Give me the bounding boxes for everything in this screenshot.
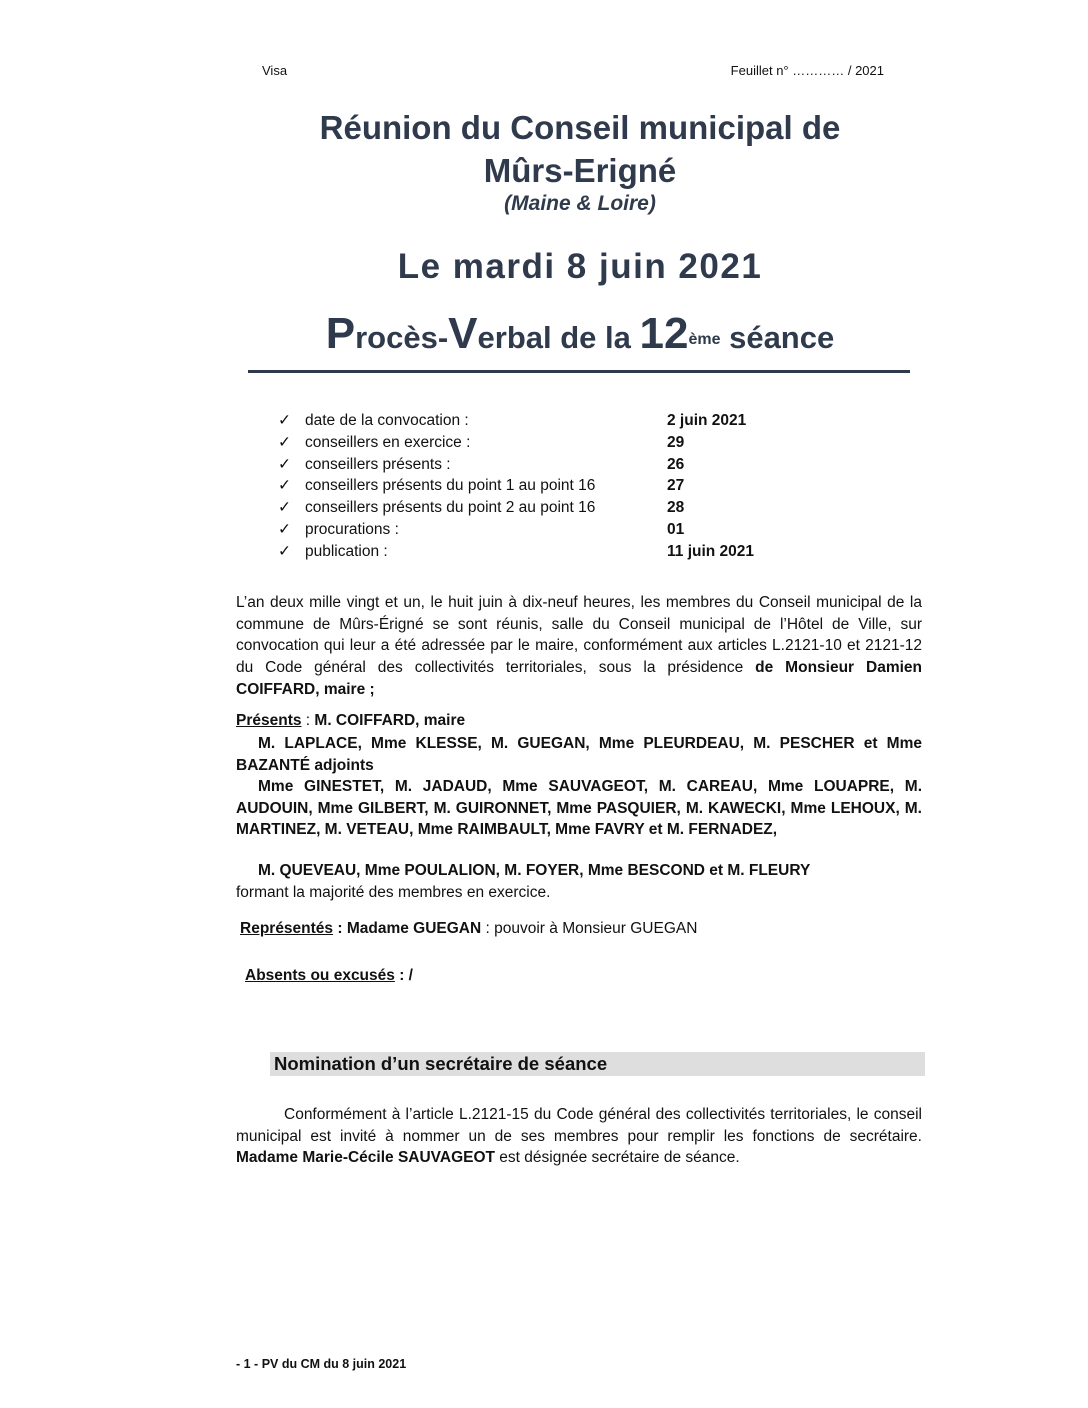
info-value: 2 juin 2021 (667, 412, 747, 429)
representes-name: Madame GUEGAN (346, 920, 482, 937)
info-value: 27 (667, 477, 685, 495)
meeting-date: Le mardi 8 juin 2021 (397, 247, 763, 286)
absents-line (245, 965, 931, 987)
representes-detail: : pouvoir à Monsieur GUEGAN (481, 920, 698, 937)
pv-text-erbal: erbal de la (477, 320, 640, 355)
intro-paragraph (236, 592, 922, 701)
section-text-end: est désignée secrétaire de séance. (494, 1149, 740, 1167)
pv-initial-v: V (448, 309, 478, 358)
info-label: date de la convocation : (305, 412, 469, 429)
representes-label: Représentés (240, 920, 334, 937)
info-value: 01 (667, 520, 685, 538)
check-icon: ✓ (278, 520, 291, 538)
title-line-1: Réunion du Conseil municipal de (319, 109, 841, 146)
intro-text: L’an deux mille vingt et un, le huit juin à dix-neuf heures, les membres du Conseil municipal de la commune de Mûrs-Érigné se sont réunis, salle du Conseil municipal de l’Hôtel de Ville, sur convocation qui leur a été adressée par le maire, conformément aux articles L.2121-10 et 2121-12 du Code général des collectivités territoriales, sous la présidence (236, 594, 922, 677)
title-divider (248, 370, 910, 373)
presents-heading (236, 710, 922, 732)
presents-conseillers-2: M. QUEVEAU, Mme POULALION, M. FOYER, Mme BESCOND et M. FLEURY (258, 862, 811, 879)
info-label: conseillers présents du point 1 au point 16 (305, 477, 596, 495)
feuillet-label: Feuillet n° ………… / 2021 (730, 63, 884, 78)
section-paragraph (236, 1104, 922, 1169)
info-label: conseillers en exercice : (305, 433, 471, 451)
check-icon: ✓ (278, 455, 291, 473)
presents-label: Présents (236, 712, 302, 729)
info-value: 26 (667, 455, 685, 473)
info-label: conseillers présents du point 2 au point 16 (305, 499, 596, 517)
page-footer: - 1 - PV du CM du 8 juin 2021 (236, 1357, 407, 1371)
section-secretary-name: Madame Marie-Cécile SAUVAGEOT (236, 1149, 495, 1167)
pv-initial-p: P (325, 309, 356, 358)
proces-verbal-title (0, 308, 1088, 364)
check-icon: ✓ (278, 477, 291, 495)
absents-label: Absents ou excusés (245, 967, 395, 984)
info-value: 11 juin 2021 (667, 542, 755, 560)
check-icon: ✓ (278, 412, 291, 429)
presents-maire: M. COIFFARD, maire (314, 712, 466, 729)
intro-president: de Monsieur Damien COIFFARD, maire ; (236, 659, 922, 698)
check-icon: ✓ (278, 542, 291, 560)
pv-text-seance: séance (720, 320, 835, 355)
absents-value: : / (394, 967, 413, 984)
visa-label: Visa (262, 63, 288, 78)
presents-conseillers-1: Mme GINESTET, M. JADAUD, Mme SAUVAGEOT, M. CAREAU, Mme LOUAPRE, M. AUDOUIN, Mme GILBERT, M. GUIRONNET, Mme PASQUIER, M. KAWECKI, Mme LEHOUX, M. MARTINEZ, M. VETEAU, Mme RAIMBAULT, Mme FAVRY et M. FERNADEZ, (236, 778, 922, 839)
pv-ordinal-sup: ème (688, 331, 721, 348)
section-title: Nomination d’un secrétaire de séance (274, 1053, 608, 1074)
info-label: conseillers présents : (305, 455, 451, 473)
representes-separator: : (333, 920, 347, 937)
check-icon: ✓ (278, 499, 291, 517)
info-value: 29 (667, 433, 685, 451)
section-text: Conformément à l’article L.2121-15 du Code général des collectivités territoriales, le conseil municipal est invité à nommer un de ses membres pour remplir les fonctions de secrétaire. (236, 1106, 922, 1145)
info-label: publication : (305, 542, 388, 560)
info-label: procurations : (305, 520, 399, 538)
presents-separator: : (301, 712, 315, 729)
title-line-2: Mûrs-Erigné (483, 152, 677, 189)
presents-majorite: formant la majorité des membres en exercice. (236, 884, 551, 901)
pv-session-number: 12 (639, 309, 689, 358)
region-subtitle: (Maine & Loire) (504, 192, 656, 215)
pv-text-roces: rocès- (355, 320, 449, 355)
check-icon: ✓ (278, 433, 291, 451)
representes-line (240, 918, 926, 940)
presents-adjoints: M. LAPLACE, Mme KLESSE, M. GUEGAN, Mme PLEURDEAU, M. PESCHER et Mme BAZANTÉ adjoints (236, 735, 922, 774)
info-value: 28 (667, 499, 685, 517)
